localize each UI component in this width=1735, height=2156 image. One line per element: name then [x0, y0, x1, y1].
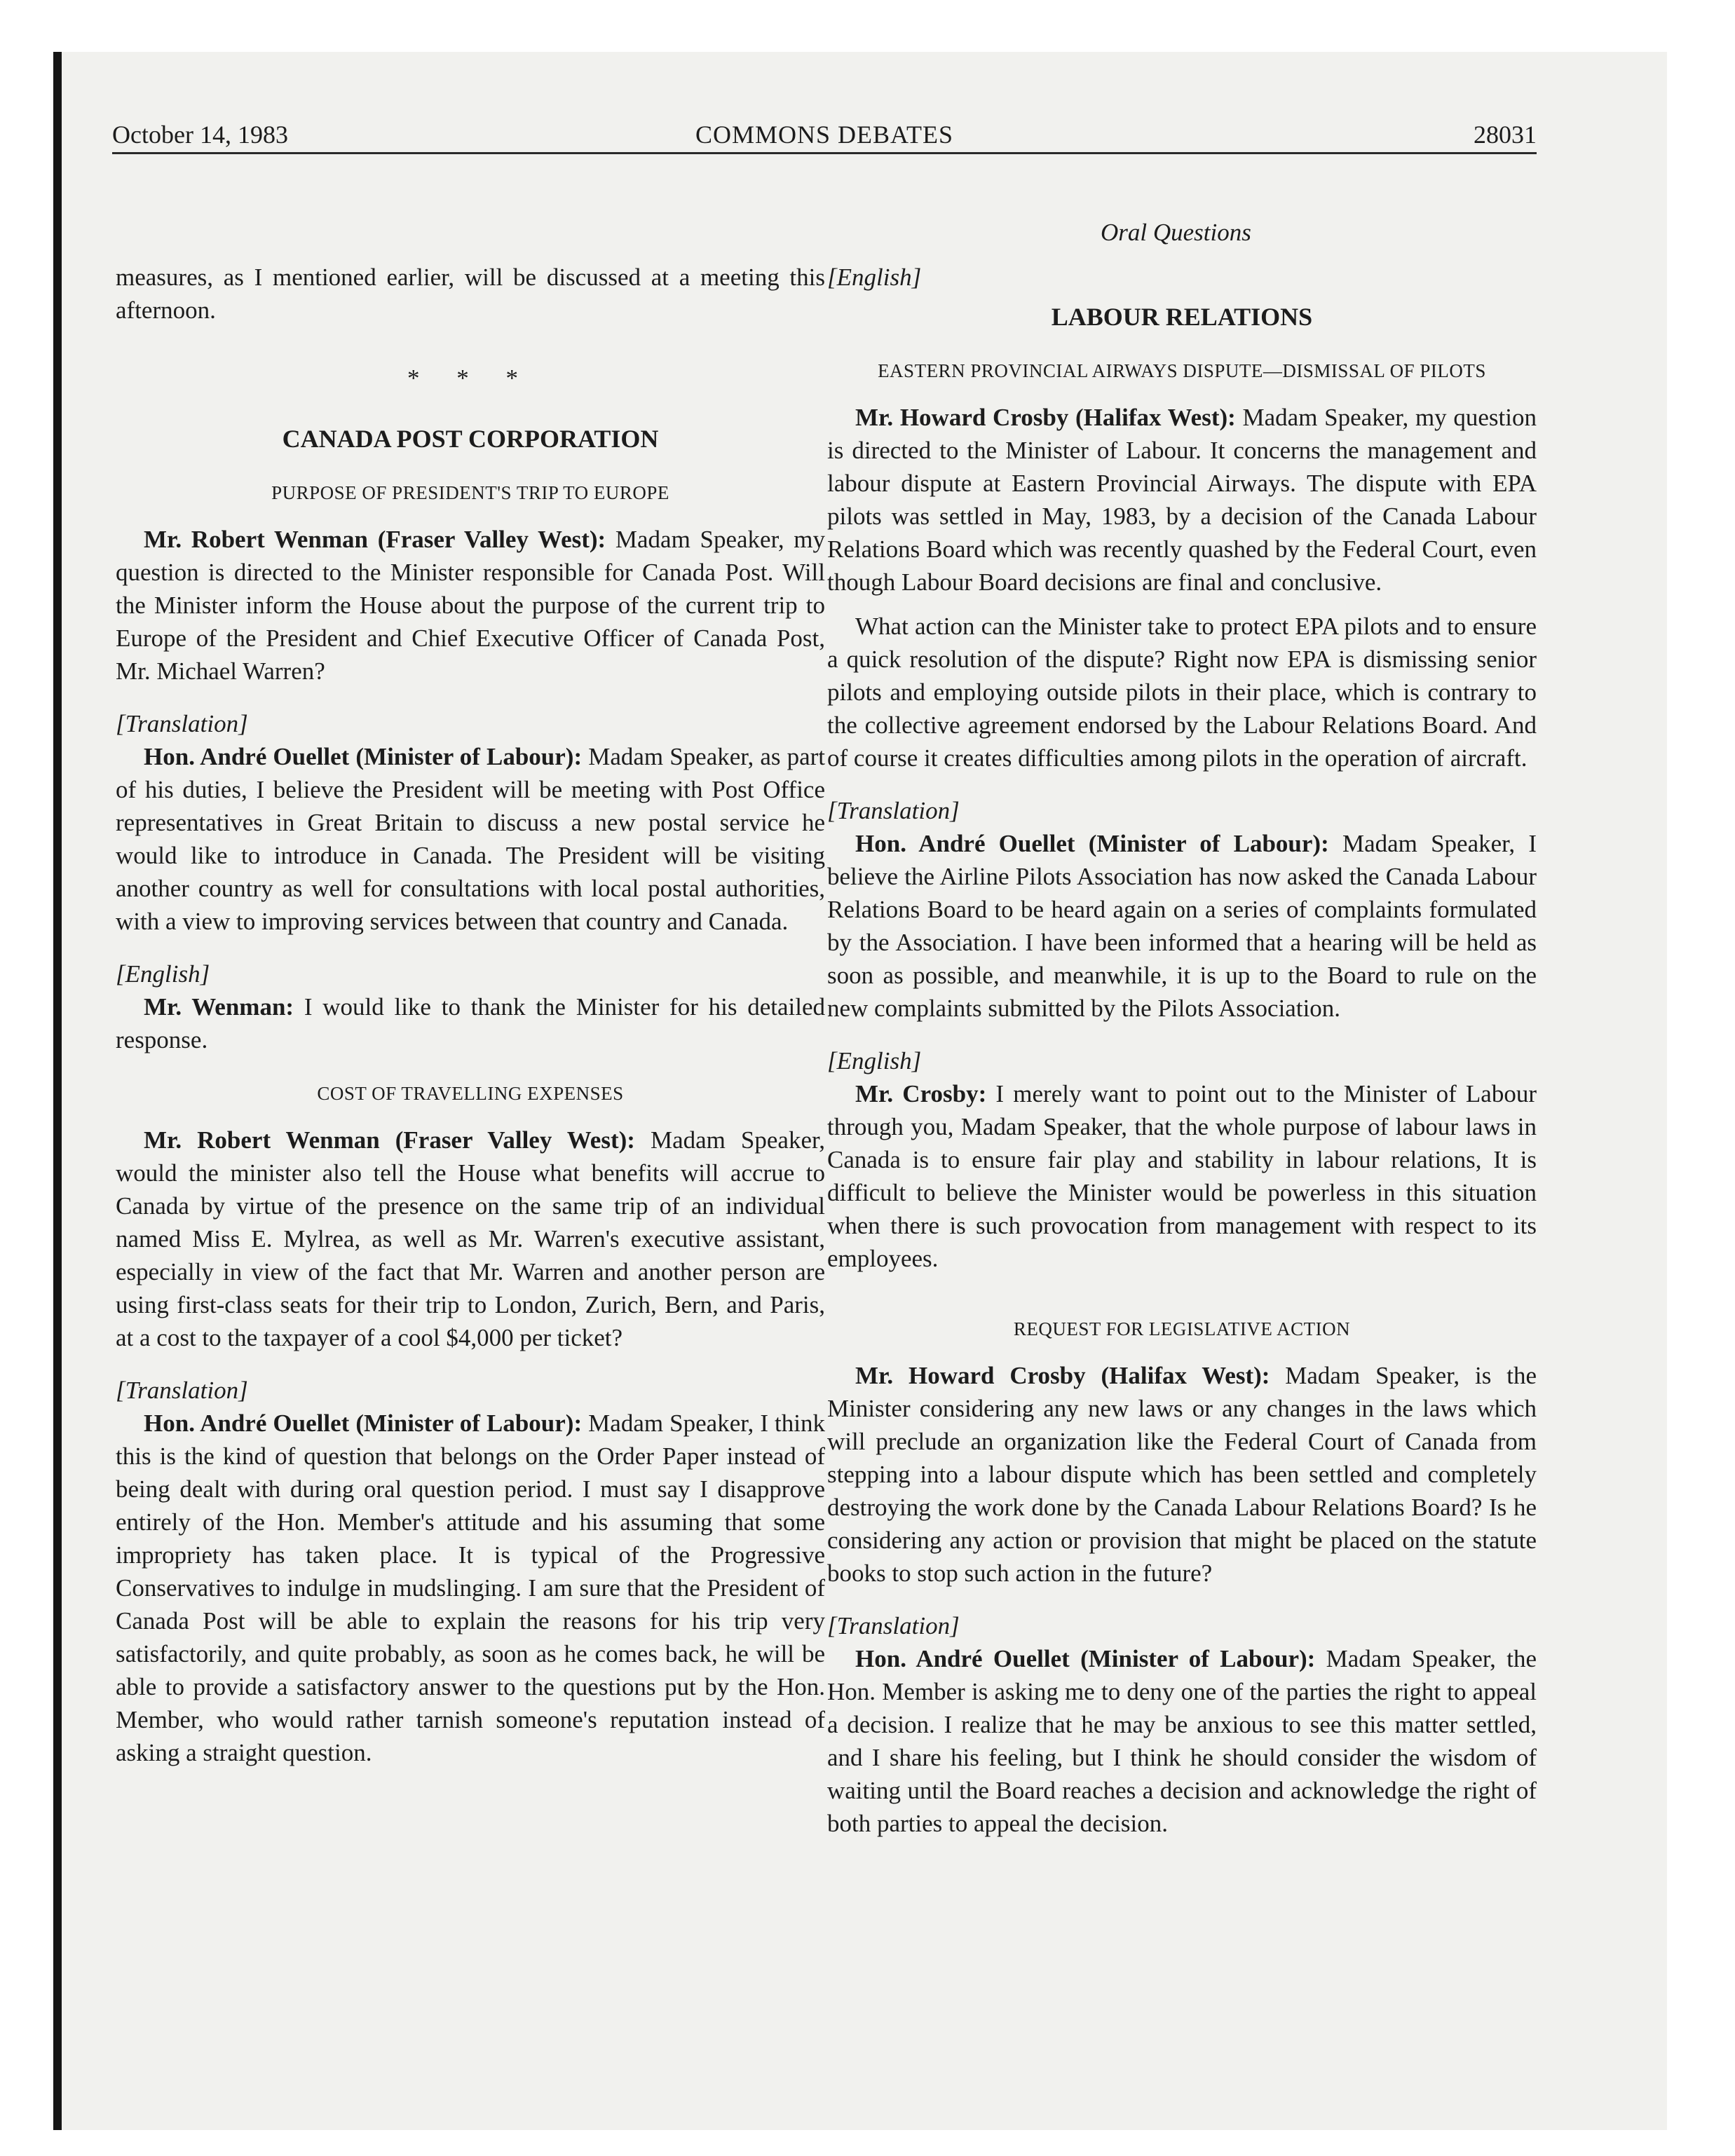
speech-text: Madam Speaker, would the minister also tell the House what benefits will accrue to Canada by virtue of the presence on the same trip of an individual named Miss E. Mylrea, as well as Mr. Warren's executive assistant, especially in view of the fact that Mr. Warren and another person are using first-class seats for their trip to London, Zurich, Bern, and Paris, at a cost to the taxpayer of a cool $4,000 per ticket? — [116, 1126, 825, 1351]
header-date: October 14, 1983 — [112, 121, 288, 149]
paragraph — [827, 1077, 1537, 1275]
speech-text: Madam Speaker, my question is directed to the Minister of Labour. It concerns the management and labour dispute at Eastern Provincial Airways. The dispute with EPA pilots was settled in May, 1983, by a decision of the Canada Labour Relations Board which was recently quashed by the Federal Court, even though Labour Board decisions are final and conclusive. — [827, 404, 1537, 596]
speech-text: I merely want to point out to the Minister of Labour through you, Madam Speaker, that the whole purpose of labour laws in Canada is to ensure fair play and stability in labour relations, It is difficult to believe the Minister would be powerless in this situation when there is such provocation from management with respect to its employees. — [827, 1080, 1537, 1272]
speech-text: Madam Speaker, my question is directed to the Minister responsible for Canada Post. Will the Minister inform the House about the purpose of the current trip to Europe of the President and Chief Executive Officer of Canada Post, Mr. Michael Warren? — [116, 526, 825, 685]
header-title: COMMONS DEBATES — [695, 121, 954, 149]
speaker-name: Mr. Crosby: — [855, 1080, 987, 1107]
paragraph — [827, 1359, 1537, 1590]
section-heading: CANADA POST CORPORATION — [282, 425, 659, 453]
scan-edge-shadow — [53, 52, 62, 2130]
speech-text: Madam Speaker, the Hon. Member is asking me to deny one of the parties the right to appeal a decision. I realize that he may be anxious to see this matter settled, and I share his feeling, but I think he should consider the wisdom of waiting until the Board reaches a decision and acknowledge the right of both parties to appeal the decision. — [827, 1645, 1537, 1837]
language-marker: [English] — [827, 264, 922, 291]
paragraph — [827, 1642, 1537, 1840]
speaker-name: Hon. André Ouellet (Minister of Labour): — [144, 743, 583, 770]
language-marker: [Translation] — [116, 1377, 248, 1404]
language-marker: [English] — [116, 960, 210, 988]
speech-text: Madam Speaker, as part of his duties, I believe the President will be meeting with Post Office representatives in Great Britain to discuss a new postal service he would like to introduce in Canada. The President will be visiting another country as well for consultations with local postal authorities, with a view to improving services between that country and Canada. — [116, 743, 825, 935]
section-heading: LABOUR RELATIONS — [1051, 303, 1313, 331]
right-column — [827, 261, 1537, 1840]
section-separator: * * * — [407, 364, 533, 392]
speaker-name: Hon. André Ouellet (Minister of Labour): — [855, 1645, 1316, 1672]
speech-text: Madam Speaker, I believe the Airline Pilots Association has now asked the Canada Labour Relations Board to be heard again on a series of complaints formulated by the Association. I have been informed that a hearing will be held as soon as possible, and meanwhile, it is up to the Board to rule on the new complaints submitted by the Pilots Association. — [827, 830, 1537, 1022]
page-number: 28031 — [1474, 121, 1537, 149]
paragraph — [116, 1407, 825, 1769]
speaker-name: Mr. Howard Crosby (Halifax West): — [855, 1362, 1270, 1389]
subheading: EASTERN PROVINCIAL AIRWAYS DISPUTE—DISMISSAL OF PILOTS — [878, 360, 1486, 381]
paragraph: measures, as I mentioned earlier, will be discussed at a meeting this afternoon. — [116, 264, 825, 324]
speaker-name: Mr. Wenman: — [144, 993, 294, 1021]
speaker-name: Mr. Robert Wenman (Fraser Valley West): — [144, 1126, 635, 1154]
paragraph — [116, 990, 825, 1056]
speaker-name: Mr. Howard Crosby (Halifax West): — [855, 404, 1236, 431]
speech-text: Madam Speaker, I think this is the kind of question that belongs on the Order Paper instead of being dealt with during oral question period. I must say I disapprove entirely of the Hon. Member's attitude and his assuming that some impropriety has taken place. It is typical of the Progressive Conservatives to indulge in mudslinging. I am sure that the President of Canada Post will be able to explain the reasons for his trip very satisfactorily, and quite probably, as soon as he comes back, he will be able to provide a satisfactory answer to the questions put by the Hon. Member, who would rather tarnish someone's reputation instead of asking a straight question. — [116, 1410, 825, 1766]
speaker-name: Mr. Robert Wenman (Fraser Valley West): — [144, 526, 606, 553]
paragraph: What action can the Minister take to protect EPA pilots and to ensure a quick resolution of the dispute? Right now EPA is dismissing senior pilots and employing outside pilots in their place, which is contrary to the collective agreement endorsed by the Labour Relations Board. And of course it creates difficulties among pilots in the operation of aircraft. — [827, 613, 1537, 772]
paragraph — [116, 523, 825, 688]
language-marker: [Translation] — [827, 797, 960, 824]
left-column — [116, 261, 825, 1769]
speech-text: I would like to thank the Minister for his detailed response. — [116, 993, 825, 1053]
subheading: COST OF TRAVELLING EXPENSES — [317, 1083, 624, 1104]
subheading: REQUEST FOR LEGISLATIVE ACTION — [1013, 1318, 1351, 1339]
scan-margin — [0, 0, 53, 2156]
section-tag: Oral Questions — [1101, 219, 1251, 246]
language-marker: [English] — [827, 1047, 922, 1074]
paragraph — [827, 401, 1537, 599]
subheading: PURPOSE OF PRESIDENT'S TRIP TO EUROPE — [271, 482, 669, 503]
paragraph — [116, 740, 825, 938]
paragraph — [116, 1124, 825, 1354]
language-marker: [Translation] — [116, 710, 248, 737]
speech-text: Madam Speaker, is the Minister considering any new laws or any changes in the laws which will preclude an organization like the Federal Court of Canada from stepping into a labour dispute which has been settled and completely destroying the work done by the Canada Labour Relations Board? Is he considering any action or provision that might be placed on the statute books to stop such action in the future? — [827, 1362, 1537, 1587]
speaker-name: Hon. André Ouellet (Minister of Labour): — [144, 1410, 583, 1437]
language-marker: [Translation] — [827, 1612, 960, 1639]
speaker-name: Hon. André Ouellet (Minister of Labour): — [855, 830, 1329, 857]
paragraph — [827, 827, 1537, 1025]
running-header — [112, 117, 1537, 154]
